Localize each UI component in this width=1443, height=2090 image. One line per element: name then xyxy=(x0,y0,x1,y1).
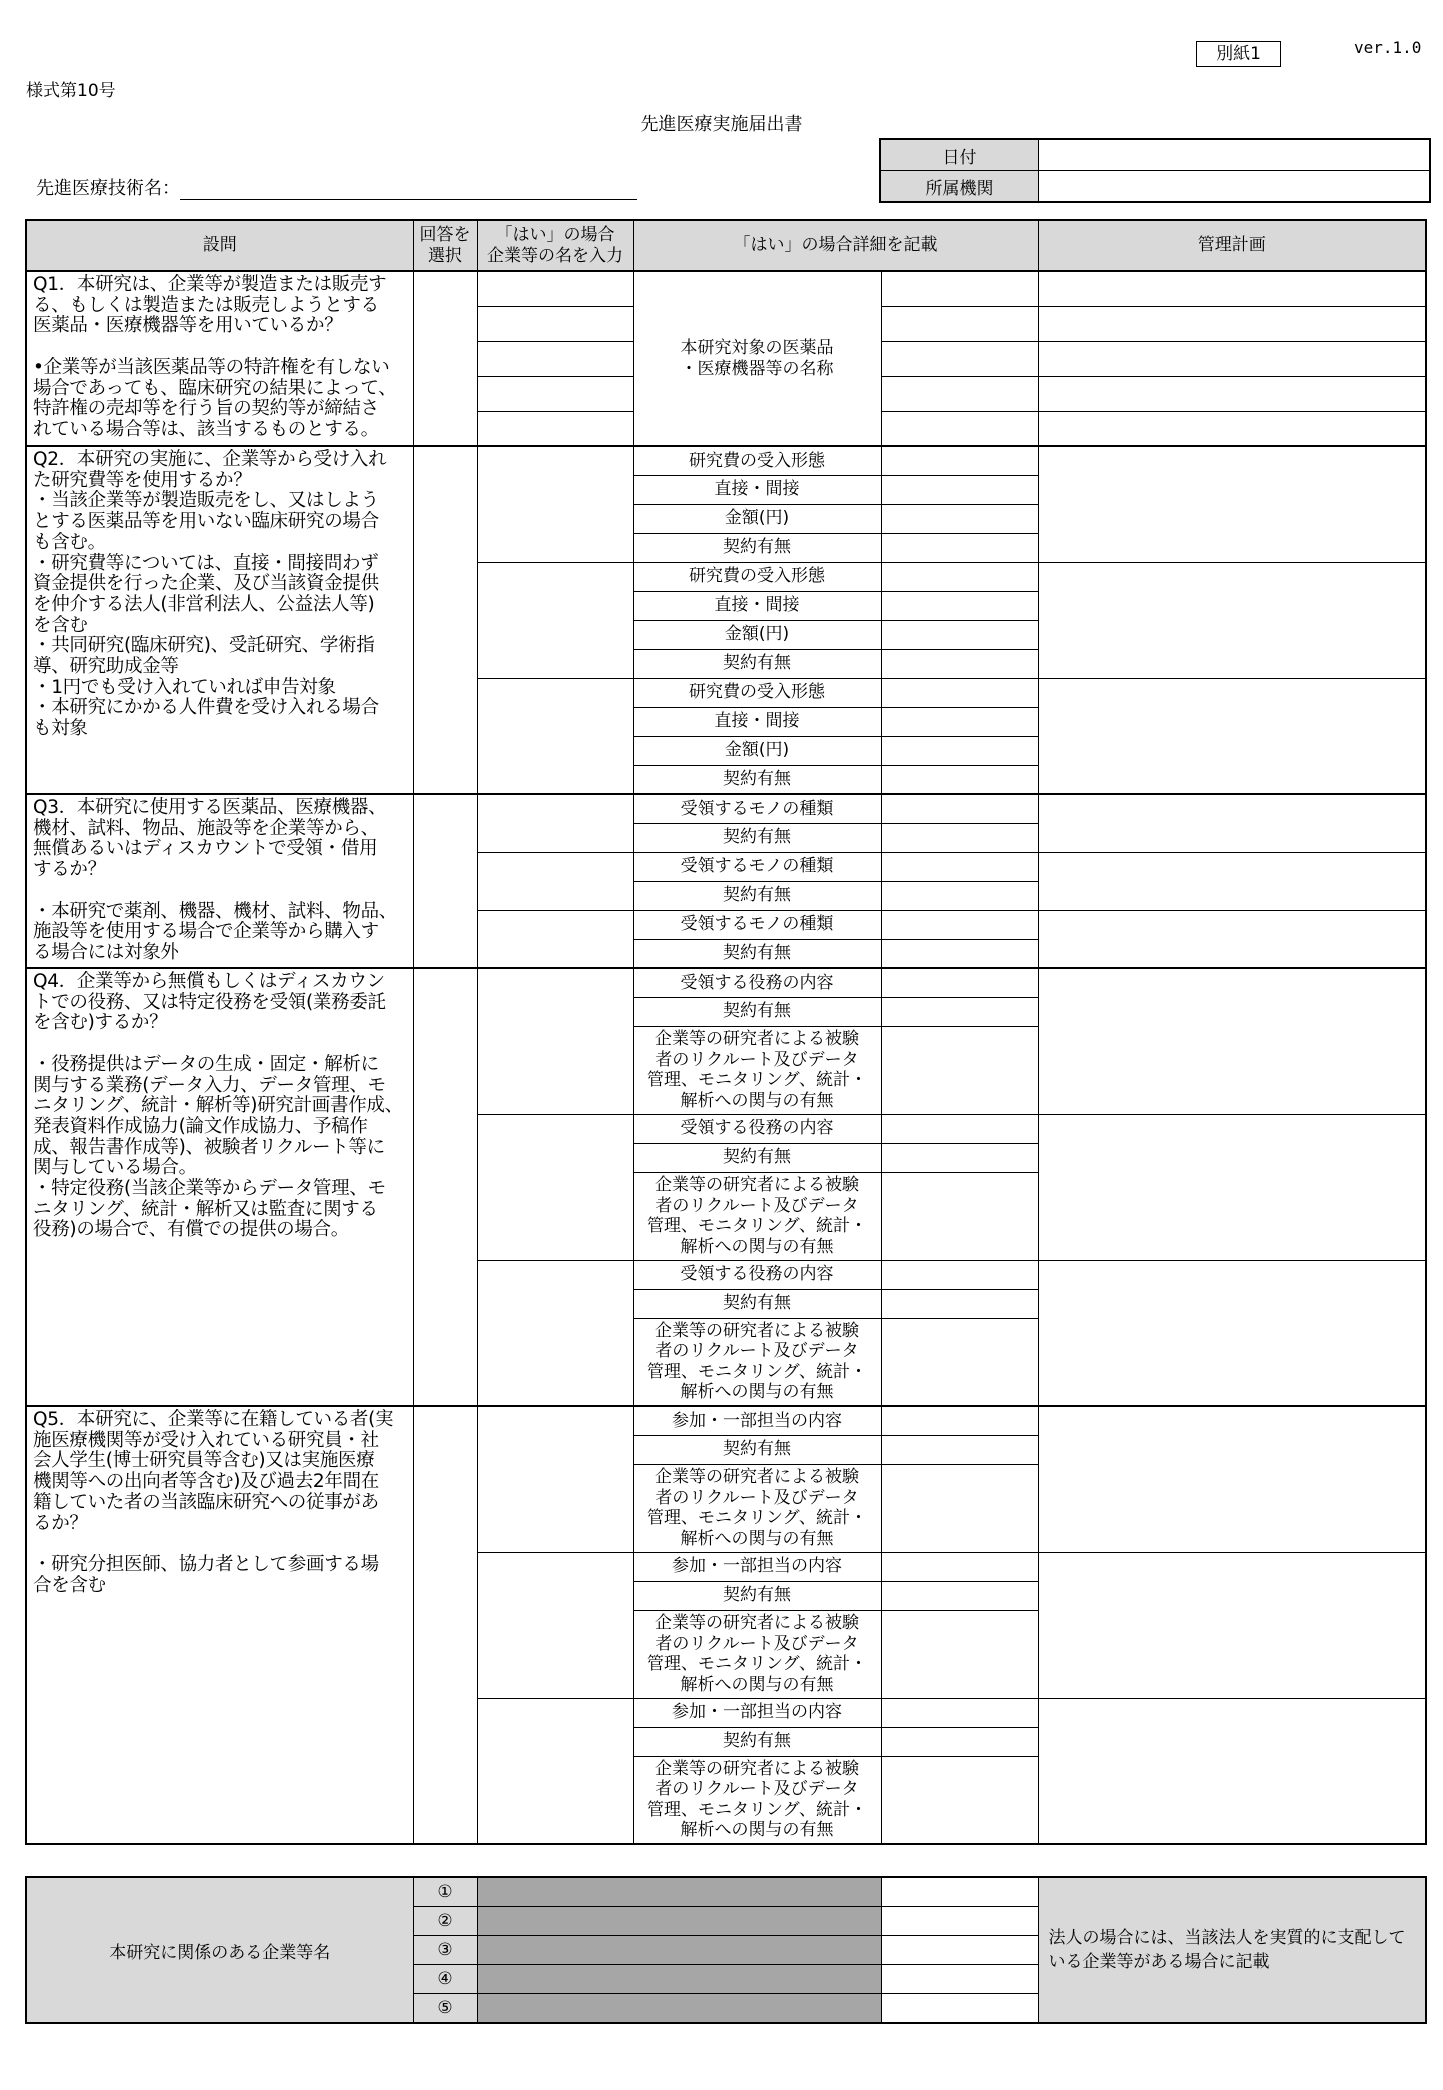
detail-input[interactable] xyxy=(881,649,1038,678)
detail-input[interactable] xyxy=(881,794,1038,823)
table-row xyxy=(26,968,1426,997)
detail-input[interactable] xyxy=(881,881,1038,910)
meta-table xyxy=(879,138,1431,203)
detail-label: 契約有無 xyxy=(633,823,881,852)
company-input[interactable] xyxy=(477,852,633,910)
detail-input[interactable] xyxy=(881,1026,1038,1114)
detail-input[interactable] xyxy=(881,1552,1038,1581)
form-number: 様式第10号 xyxy=(26,81,116,101)
detail-input[interactable] xyxy=(881,1464,1038,1552)
header-company: 「はい」の場合 企業等の名を入力 xyxy=(477,220,633,271)
question-q4: Q4．企業等から無償もしくはディスカウン トでの役務、又は特定役務を受領(業務委託 を含む)するか？ ・役務提供はデータの生成・固定・解析に 関与する業務(データ入力、データ管理、モ ニタリング、統計・解析等)研究計画書作成、 発表資料作成協力(論文作成協力、予稿作 成、報告書作成等)、被験者リクルート等に 関与している場合。 ・特定役務(当該企業等からデータ管理、モ ニタリング、統計・解析又は監査に関する 役務)の場合で、有償での提供の場合。 xyxy=(26,968,413,1406)
detail-label: 直接・間接 xyxy=(633,591,881,620)
detail-label: 参加・一部担当の内容 xyxy=(633,1552,881,1581)
detail-label: 契約有無 xyxy=(633,1581,881,1610)
table-row xyxy=(26,1406,1426,1435)
detail-input[interactable] xyxy=(881,341,1038,376)
detail-label: 受領するモノの種類 xyxy=(633,852,881,881)
detail-input[interactable] xyxy=(881,736,1038,765)
detail-label: 研究費の受入形態 xyxy=(633,562,881,591)
detail-label: 契約有無 xyxy=(633,765,881,794)
question-q1: Q1．本研究は、企業等が製造または販売す る、もしくは製造または販売しようとする 医薬品・医療機器等を用いているか？ •企業等が当該医薬品等の特許権を有しない 場合であっても、臨床研究の結果によって、 特許権の売却等を行う旨の契約等が締結さ れている場合等は、該当するものとする。 xyxy=(26,271,413,446)
company-extra-input[interactable] xyxy=(881,1994,1038,2024)
detail-input[interactable] xyxy=(881,1435,1038,1464)
tech-name-row xyxy=(36,174,637,200)
answer-select[interactable] xyxy=(413,271,477,446)
detail-input[interactable] xyxy=(881,1756,1038,1844)
detail-input[interactable] xyxy=(881,1318,1038,1406)
company-input[interactable] xyxy=(477,376,633,411)
plan-input[interactable] xyxy=(1038,411,1426,446)
detail-label: 本研究対象の医薬品 ・医療機器等の名称 xyxy=(633,271,881,446)
detail-label: 企業等の研究者による被験 者のリクルート及びデータ 管理、モニタリング、統計・ 解析への関与の有無 xyxy=(633,1172,881,1260)
answer-select[interactable] xyxy=(413,968,477,1406)
affiliation-input[interactable] xyxy=(1039,171,1431,203)
detail-input[interactable] xyxy=(881,562,1038,591)
plan-input[interactable] xyxy=(1038,306,1426,341)
company-extra-input[interactable] xyxy=(881,1936,1038,1965)
company-input[interactable] xyxy=(477,1552,633,1698)
detail-label: 研究費の受入形態 xyxy=(633,446,881,475)
attachment-label: 別紙1 xyxy=(1196,41,1281,67)
answer-select[interactable] xyxy=(413,794,477,968)
answer-select[interactable] xyxy=(413,1406,477,1844)
detail-input[interactable] xyxy=(881,533,1038,562)
plan-input[interactable] xyxy=(1038,910,1426,968)
company-name-input[interactable] xyxy=(477,1936,881,1965)
answer-select[interactable] xyxy=(413,446,477,794)
detail-input[interactable] xyxy=(881,446,1038,475)
detail-label: 参加・一部担当の内容 xyxy=(633,1698,881,1727)
company-name-input[interactable] xyxy=(477,1965,881,1994)
detail-input[interactable] xyxy=(881,475,1038,504)
detail-input[interactable] xyxy=(881,620,1038,649)
header-question: 設問 xyxy=(26,220,413,271)
detail-label: 金額(円) xyxy=(633,620,881,649)
company-input[interactable] xyxy=(477,341,633,376)
date-label: 日付 xyxy=(880,139,1039,171)
page-title: 先進医療実施届出書 xyxy=(640,114,803,135)
company-extra-input[interactable] xyxy=(881,1907,1038,1936)
company-input[interactable] xyxy=(477,411,633,446)
table-row xyxy=(26,794,1426,823)
detail-label: 企業等の研究者による被験 者のリクルート及びデータ 管理、モニタリング、統計・ 解析への関与の有無 xyxy=(633,1610,881,1698)
detail-label: 企業等の研究者による被験 者のリクルート及びデータ 管理、モニタリング、統計・ 解析への関与の有無 xyxy=(633,1464,881,1552)
company-number: ⑤ xyxy=(413,1994,477,2024)
detail-input[interactable] xyxy=(881,591,1038,620)
detail-label: 直接・間接 xyxy=(633,475,881,504)
detail-input[interactable] xyxy=(881,1581,1038,1610)
detail-label: 契約有無 xyxy=(633,881,881,910)
affiliation-label: 所属機関 xyxy=(880,171,1039,203)
detail-input[interactable] xyxy=(881,504,1038,533)
plan-input[interactable] xyxy=(1038,562,1426,678)
plan-input[interactable] xyxy=(1038,1406,1426,1552)
company-number: ④ xyxy=(413,1965,477,1994)
company-input[interactable] xyxy=(477,306,633,341)
detail-label: 契約有無 xyxy=(633,649,881,678)
detail-label: 受領する役務の内容 xyxy=(633,1260,881,1289)
table-row xyxy=(26,271,1426,306)
related-companies-label: 本研究に関係のある企業等名 xyxy=(26,1877,413,2023)
tech-name-label: 先進医療技術名： xyxy=(36,178,180,199)
company-name-input[interactable] xyxy=(477,1994,881,2024)
company-input[interactable] xyxy=(477,968,633,1114)
detail-label: 契約有無 xyxy=(633,939,881,968)
plan-input[interactable] xyxy=(1038,852,1426,910)
detail-input[interactable] xyxy=(881,1727,1038,1756)
plan-input[interactable] xyxy=(1038,1698,1426,1844)
company-input[interactable] xyxy=(477,910,633,968)
plan-input[interactable] xyxy=(1038,376,1426,411)
tech-name-input[interactable] xyxy=(180,179,637,200)
detail-input[interactable] xyxy=(881,707,1038,736)
company-number: ② xyxy=(413,1907,477,1936)
detail-input[interactable] xyxy=(881,678,1038,707)
detail-label: 企業等の研究者による被験 者のリクルート及びデータ 管理、モニタリング、統計・ 解析への関与の有無 xyxy=(633,1756,881,1844)
table-row xyxy=(26,446,1426,475)
detail-input[interactable] xyxy=(881,376,1038,411)
detail-label: 参加・一部担当の内容 xyxy=(633,1406,881,1435)
detail-input[interactable] xyxy=(881,939,1038,968)
detail-input[interactable] xyxy=(881,1143,1038,1172)
detail-input[interactable] xyxy=(881,271,1038,306)
company-input[interactable] xyxy=(477,1698,633,1844)
detail-input[interactable] xyxy=(881,411,1038,446)
company-input[interactable] xyxy=(477,446,633,562)
detail-input[interactable] xyxy=(881,997,1038,1026)
detail-input[interactable] xyxy=(881,1260,1038,1289)
detail-input[interactable] xyxy=(881,1406,1038,1435)
company-input[interactable] xyxy=(477,271,633,306)
detail-input[interactable] xyxy=(881,1610,1038,1698)
detail-input[interactable] xyxy=(881,306,1038,341)
header-plan: 管理計画 xyxy=(1038,220,1426,271)
detail-label: 契約有無 xyxy=(633,1435,881,1464)
detail-label: 受領する役務の内容 xyxy=(633,1114,881,1143)
detail-input[interactable] xyxy=(881,1114,1038,1143)
company-input[interactable] xyxy=(477,1406,633,1552)
plan-input[interactable] xyxy=(1038,446,1426,562)
plan-input[interactable] xyxy=(1038,1552,1426,1698)
company-input[interactable] xyxy=(477,794,633,852)
detail-label: 研究費の受入形態 xyxy=(633,678,881,707)
detail-input[interactable] xyxy=(881,910,1038,939)
related-companies-table xyxy=(25,1876,1427,2024)
plan-input[interactable] xyxy=(1038,1114,1426,1260)
company-number: ③ xyxy=(413,1936,477,1965)
detail-label: 受領する役務の内容 xyxy=(633,968,881,997)
detail-label: 企業等の研究者による被験 者のリクルート及びデータ 管理、モニタリング、統計・ 解析への関与の有無 xyxy=(633,1026,881,1114)
detail-input[interactable] xyxy=(881,1172,1038,1260)
company-name-input[interactable] xyxy=(477,1907,881,1936)
disclosure-table xyxy=(25,219,1427,1845)
detail-label: 企業等の研究者による被験 者のリクルート及びデータ 管理、モニタリング、統計・ 解析への関与の有無 xyxy=(633,1318,881,1406)
plan-input[interactable] xyxy=(1038,1260,1426,1406)
question-q2: Q2．本研究の実施に、企業等から受け入れ た研究費等を使用するか？ ・当該企業等が製造販売をし、又はしよう とする医薬品等を用いない臨床研究の場合 も含む。 ・研究費等については、直接・間接問わず 資金提供を行った企業、及び当該資金提供 を仲介する法人(非営利法人、公益法人等) を含む ・共同研究(臨床研究)、受託研究、学術指 導、研究助成金等 ・1円でも受け入れていれば申告対象 ・本研究にかかる人件費を受け入れる場合 も対象 xyxy=(26,446,413,794)
detail-label: 金額(円) xyxy=(633,504,881,533)
plan-input[interactable] xyxy=(1038,341,1426,376)
detail-input[interactable] xyxy=(881,823,1038,852)
company-number: ① xyxy=(413,1877,477,1907)
detail-label: 契約有無 xyxy=(633,1289,881,1318)
company-extra-input[interactable] xyxy=(881,1965,1038,1994)
question-q3: Q3．本研究に使用する医薬品、医療機器、 機材、試料、物品、施設等を企業等から、 無償あるいはディスカウントで受領・借用 するか？ ・本研究で薬剤、機器、機材、試料、物品、 施設等を使用する場合で企業等から購入す る場合には対象外 xyxy=(26,794,413,968)
detail-input[interactable] xyxy=(881,765,1038,794)
plan-input[interactable] xyxy=(1038,678,1426,794)
detail-label: 受領するモノの種類 xyxy=(633,794,881,823)
detail-label: 直接・間接 xyxy=(633,707,881,736)
detail-label: 契約有無 xyxy=(633,997,881,1026)
related-companies-note: 法人の場合には、当該法人を実質的に支配している企業等がある場合に記載 xyxy=(1038,1877,1426,2023)
detail-label: 契約有無 xyxy=(633,1727,881,1756)
company-input[interactable] xyxy=(477,1114,633,1260)
detail-label: 金額(円) xyxy=(633,736,881,765)
detail-label: 受領するモノの種類 xyxy=(633,910,881,939)
company-name-input[interactable] xyxy=(477,1877,881,1907)
detail-label: 契約有無 xyxy=(633,1143,881,1172)
date-input[interactable] xyxy=(1039,139,1431,171)
plan-input[interactable] xyxy=(1038,271,1426,306)
company-input[interactable] xyxy=(477,678,633,794)
plan-input[interactable] xyxy=(1038,794,1426,852)
detail-input[interactable] xyxy=(881,1698,1038,1727)
detail-input[interactable] xyxy=(881,1289,1038,1318)
detail-input[interactable] xyxy=(881,968,1038,997)
version-label: ver.1.0 xyxy=(1354,38,1422,57)
detail-input[interactable] xyxy=(881,852,1038,881)
company-extra-input[interactable] xyxy=(881,1877,1038,1907)
question-q5: Q5．本研究に、企業等に在籍している者(実 施医療機関等が受け入れている研究員・社 会人学生(博士研究員等含む)又は実施医療 機関等への出向者等含む)及び過去2年間在 籍していた者の当該臨床研究への従事があ るか？ ・研究分担医師、協力者として参画する場 合を含む xyxy=(26,1406,413,1844)
header-details: 「はい」の場合詳細を記載 xyxy=(633,220,1038,271)
company-input[interactable] xyxy=(477,562,633,678)
detail-label: 契約有無 xyxy=(633,533,881,562)
company-input[interactable] xyxy=(477,1260,633,1406)
plan-input[interactable] xyxy=(1038,968,1426,1114)
header-answer: 回答を 選択 xyxy=(413,220,477,271)
company-row xyxy=(26,1877,1426,1907)
